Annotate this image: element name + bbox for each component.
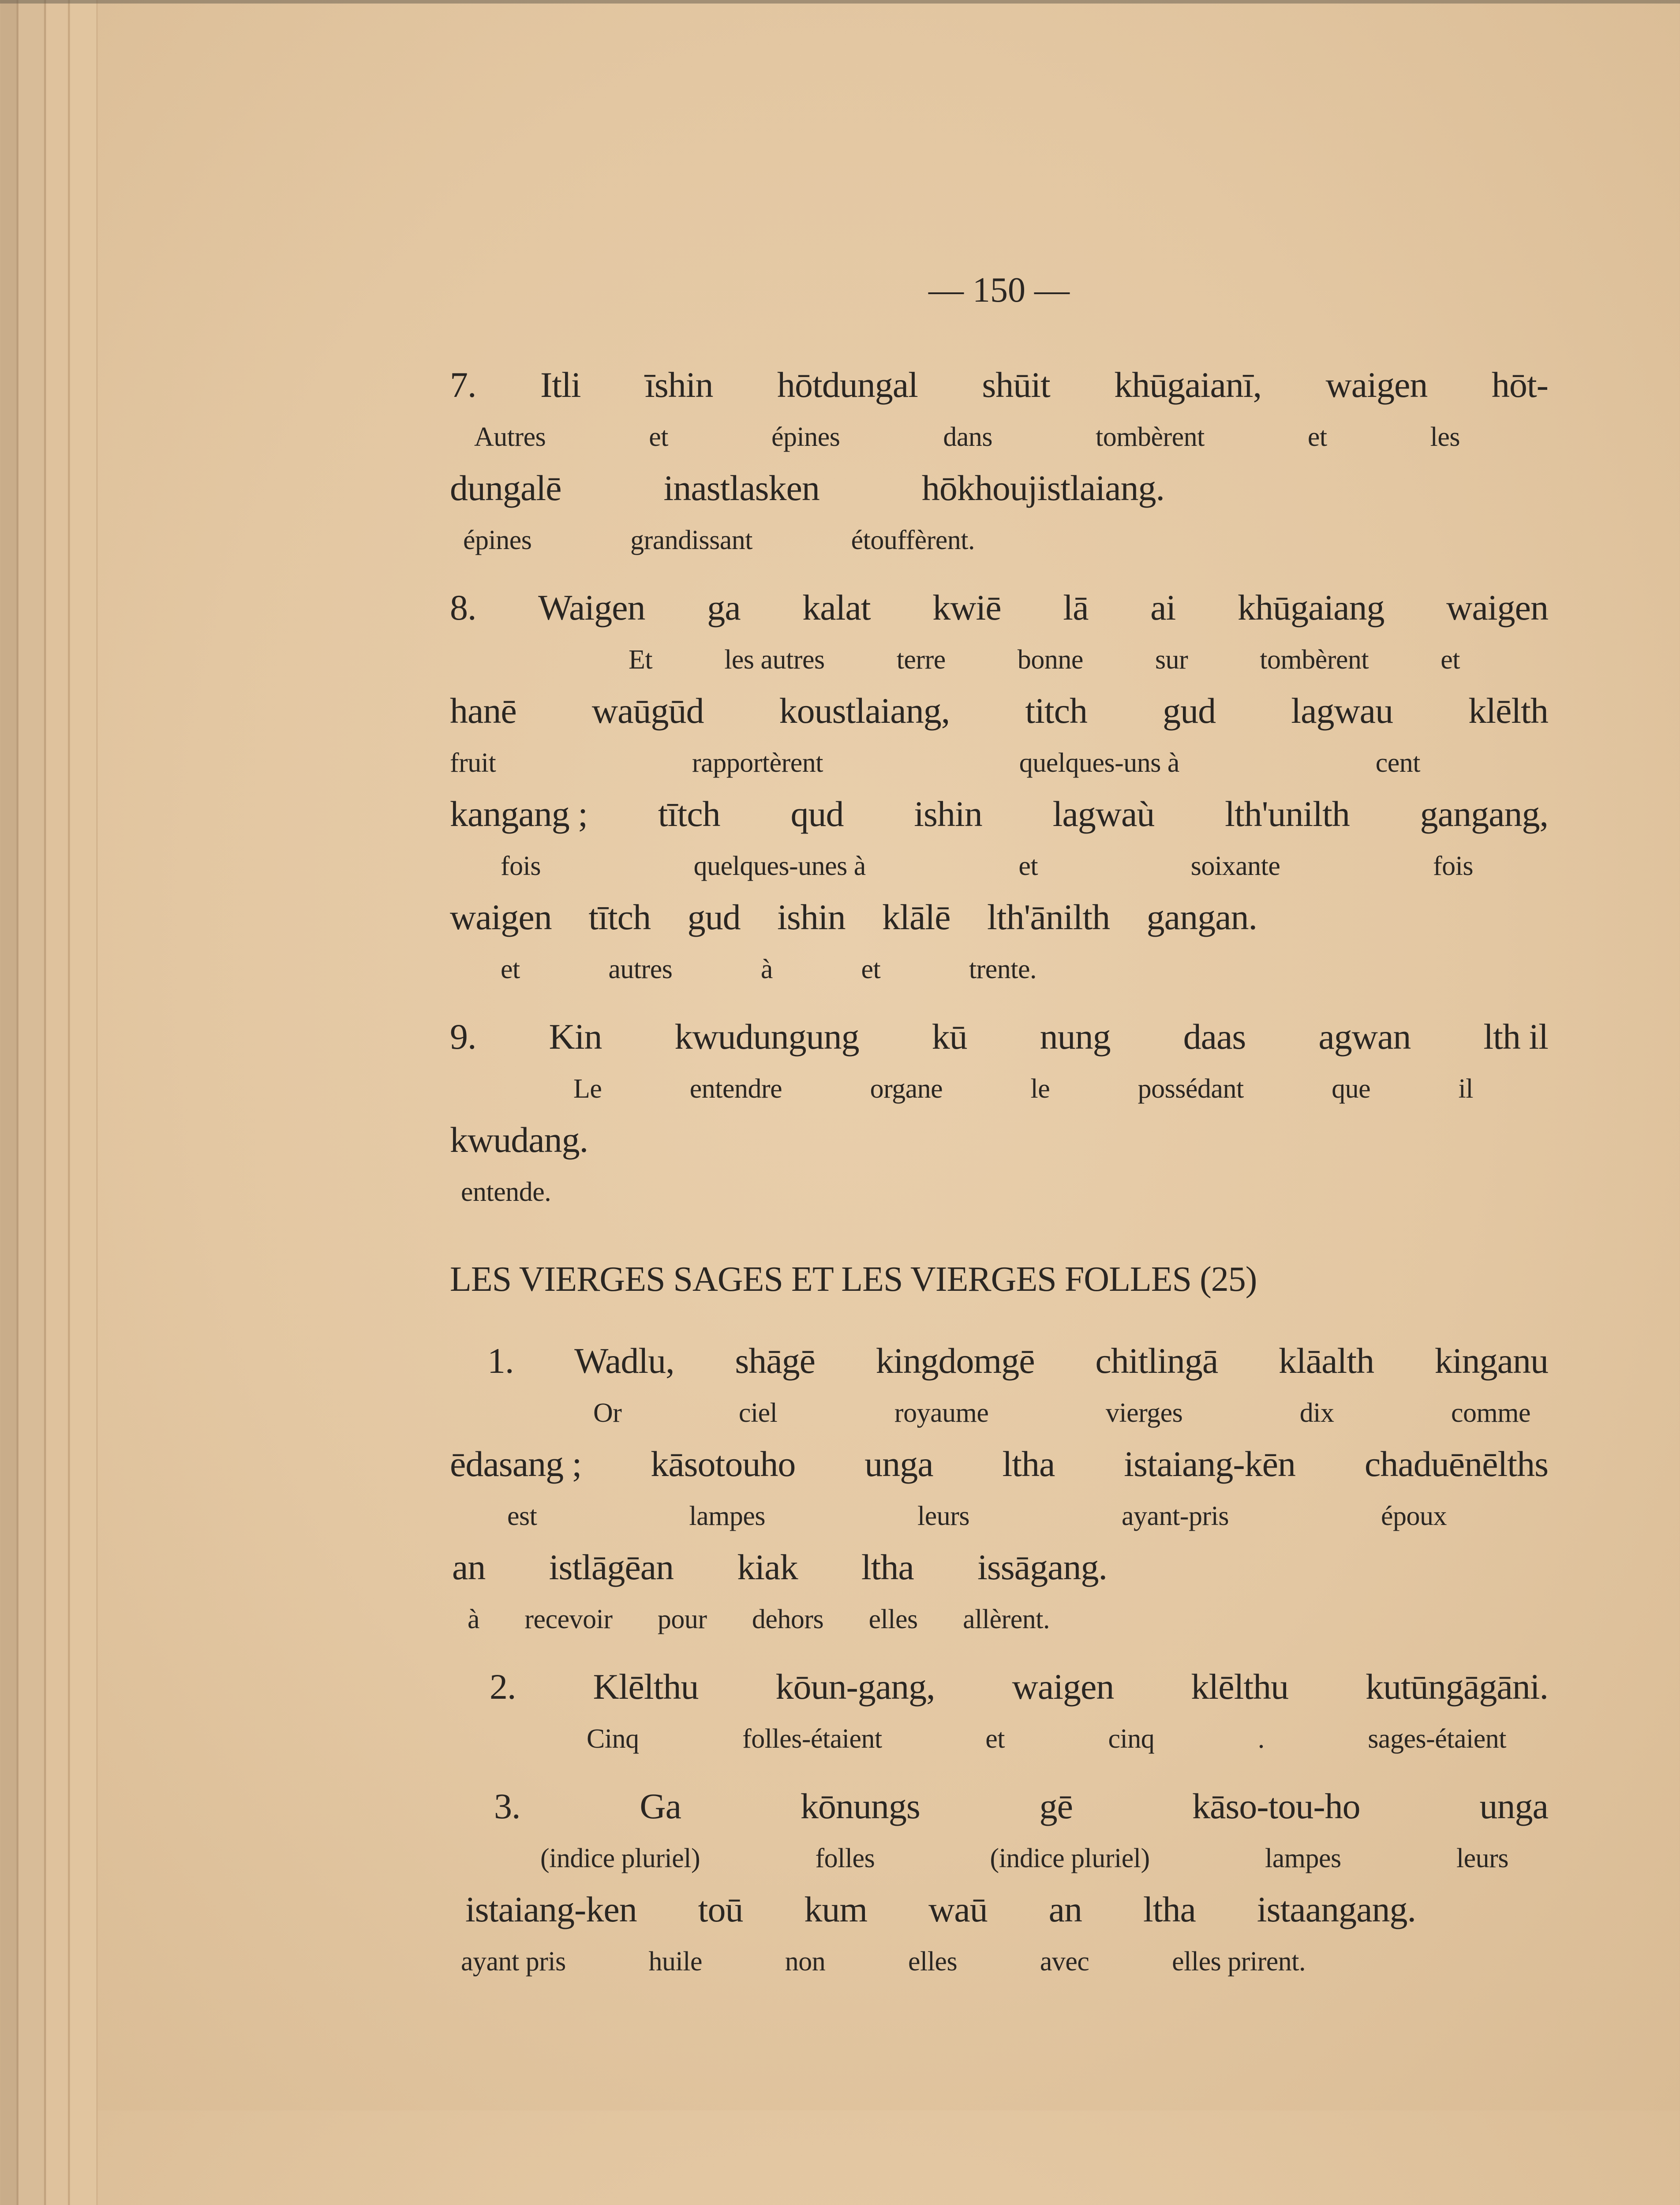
section-verse-1-line-1 (450, 1339, 1548, 1383)
haida-word: ltha (861, 1547, 914, 1587)
haida-word: īshin (645, 365, 713, 405)
gloss-word: les (1430, 422, 1460, 452)
page-number: — 150 — (928, 271, 1070, 310)
gloss-word: entendre (689, 1074, 782, 1104)
gloss-word: bonne (1017, 645, 1083, 675)
haida-word: gud (1163, 691, 1216, 731)
haida-word: istaangang. (1257, 1889, 1416, 1929)
gloss-word: royaume (894, 1398, 989, 1428)
haida-word: kōnungs (800, 1786, 920, 1826)
haida-word: klālē (882, 897, 950, 937)
gloss-word: vierges (1105, 1398, 1183, 1428)
haida-word: klāalth (1278, 1341, 1374, 1381)
gloss-word: leurs (1456, 1843, 1508, 1873)
haida-word: waūgūd (591, 691, 704, 731)
haida-word: kū (932, 1017, 967, 1057)
gloss-word: sages-étaient (1368, 1724, 1506, 1754)
section-verse-3-line-1 (450, 1784, 1548, 1828)
haida-word: unga (864, 1444, 933, 1484)
verse-8-gloss-4 (450, 953, 1548, 986)
gloss-word: Le (573, 1074, 602, 1104)
verse-7-gloss-2 (450, 523, 1548, 557)
haida-word: waigen (1446, 587, 1548, 628)
gloss-word: est (507, 1501, 537, 1531)
section-verse-1-gloss-3 (450, 1603, 1548, 1636)
gloss-word: fruit (450, 748, 496, 778)
haida-word: waū (928, 1889, 988, 1929)
verse-7-line-2 (450, 466, 1548, 510)
haida-word: nung (1040, 1017, 1111, 1057)
gloss-word: et (861, 954, 881, 984)
gloss-word: avec (1040, 1947, 1089, 1977)
haida-word: agwan (1318, 1017, 1411, 1057)
haida-word: kingdomgē (876, 1341, 1035, 1381)
gloss-word: terre (896, 645, 946, 675)
gloss-word: folles-étaient (742, 1724, 882, 1754)
haida-word: Waigen (538, 587, 645, 628)
gloss-word: trente. (969, 954, 1036, 984)
haida-word: istaiang-kēn (1124, 1444, 1296, 1484)
haida-word: waigen (1325, 365, 1428, 405)
gloss-word: elles (868, 1604, 918, 1634)
section-verse-3-gloss-1 (450, 1842, 1548, 1875)
haida-word: gē (1039, 1786, 1073, 1826)
haida-word: lā (1063, 587, 1089, 628)
haida-word: lth'ānilth (987, 897, 1110, 937)
gloss-word: grandissant (630, 525, 752, 555)
gloss-word: épines (463, 525, 532, 555)
haida-word: Kin (549, 1017, 602, 1057)
gloss-word: les autres (724, 645, 825, 675)
haida-word: unga (1479, 1786, 1548, 1826)
haida-word: ishin (777, 897, 846, 937)
gloss-word: (indice pluriel) (540, 1843, 700, 1873)
haida-word: daas (1183, 1017, 1246, 1057)
gloss-word: le (1030, 1074, 1050, 1104)
haida-word: ltha (1002, 1444, 1055, 1484)
gloss-word: que (1332, 1074, 1371, 1104)
haida-word: kum (804, 1889, 868, 1929)
gloss-word: fois (1433, 851, 1473, 881)
gloss-word: et (985, 1724, 1005, 1754)
section-verse-2-line-1 (450, 1665, 1548, 1709)
haida-word: chitlingā (1095, 1341, 1218, 1381)
haida-word: kōun-gang, (775, 1667, 935, 1707)
haida-word: qud (790, 794, 844, 834)
haida-word: ēdasang ; (450, 1444, 582, 1484)
gloss-word: tombèrent (1260, 645, 1369, 675)
haida-word: shūit (982, 365, 1050, 405)
gloss-word: recevoir (524, 1604, 613, 1634)
haida-word: waigen (450, 897, 552, 937)
verse-number: 3. (494, 1786, 520, 1826)
gloss-word: rapportèrent (692, 748, 823, 778)
gloss-word: épines (771, 422, 840, 452)
haida-word: titch (1025, 691, 1088, 731)
haida-word: istlāgēan (549, 1547, 674, 1587)
gloss-word: à (468, 1604, 480, 1634)
verse-8-line-4 (450, 895, 1548, 939)
haida-word: gud (687, 897, 741, 937)
gloss-word: il (1458, 1074, 1473, 1104)
verse-8-gloss-1 (450, 643, 1548, 676)
haida-word: lth il (1483, 1017, 1548, 1057)
haida-word: ai (1150, 587, 1176, 628)
verse-9-gloss-2 (450, 1175, 1548, 1209)
haida-word: Klēlthu (593, 1667, 699, 1707)
gloss-word: leurs (917, 1501, 970, 1531)
gloss-word: Cinq (587, 1724, 639, 1754)
verse-number: 9. (450, 1017, 476, 1057)
gloss-word: étouffèrent. (851, 525, 975, 555)
gloss-word: cinq (1108, 1724, 1155, 1754)
gloss-word: soixante (1190, 851, 1280, 881)
haida-word: hanē (450, 691, 516, 731)
gloss-word: et (1018, 851, 1038, 881)
gloss-word: ayant pris (461, 1947, 566, 1977)
verse-9-line-1 (450, 1015, 1548, 1059)
gloss-word: quelques-uns à (1019, 748, 1179, 778)
haida-word: hōkhoujistlaiang. (921, 468, 1164, 508)
verse-8-gloss-3 (450, 849, 1548, 883)
haida-word: kinganu (1434, 1341, 1548, 1381)
gloss-word: non (785, 1947, 826, 1977)
haida-word: shāgē (735, 1341, 816, 1381)
haida-word: Wadlu, (574, 1341, 674, 1381)
section-title (450, 1257, 1548, 1301)
haida-word: ltha (1143, 1889, 1196, 1929)
haida-word: gangan. (1146, 897, 1257, 937)
text-block (450, 268, 1548, 1978)
gloss-word: et (1307, 422, 1327, 452)
section-verse-1-gloss-2 (450, 1499, 1548, 1533)
gloss-word: entende. (461, 1177, 551, 1207)
gloss-word: époux (1381, 1501, 1447, 1531)
gloss-word: folles (815, 1843, 875, 1873)
section-verse-3-gloss-2 (450, 1945, 1548, 1978)
gloss-word: possédant (1137, 1074, 1244, 1104)
section-verse-1-line-2 (450, 1442, 1548, 1486)
haida-word: waigen (1012, 1667, 1114, 1707)
haida-word: an (1048, 1889, 1082, 1929)
haida-word: kāso-tou-ho (1192, 1786, 1360, 1826)
verse-number: 7. (450, 365, 476, 405)
gloss-word: cent (1375, 748, 1420, 778)
haida-word: kwudungung (674, 1017, 859, 1057)
section-verse-1-gloss-1 (450, 1396, 1548, 1430)
haida-word: lagwau (1291, 691, 1393, 731)
gloss-word: lampes (689, 1501, 765, 1531)
verse-number: 8. (450, 587, 476, 628)
haida-word: tītch (658, 794, 720, 834)
gloss-word: Et (629, 645, 653, 675)
haida-word: lagwaù (1052, 794, 1155, 834)
haida-word: istaiang-ken (465, 1889, 637, 1929)
gloss-word: dans (943, 422, 993, 452)
verse-8-gloss-2 (450, 746, 1548, 780)
gloss-word: et (501, 954, 520, 984)
haida-word: kalat (802, 587, 871, 628)
gloss-word: et (1441, 645, 1460, 675)
section-verse-3-line-2 (450, 1887, 1548, 1932)
gloss-word: à (760, 954, 773, 984)
haida-word: khūgaianī, (1114, 365, 1262, 405)
gloss-word: organe (870, 1074, 943, 1104)
haida-word: ishin (914, 794, 982, 834)
haida-word: khūgaiang (1237, 587, 1384, 628)
haida-word: hōtdungal (777, 365, 918, 405)
haida-word: inastlasken (663, 468, 819, 508)
section-verse-2-gloss-1 (450, 1722, 1548, 1756)
haida-word: lth'unilth (1225, 794, 1350, 834)
haida-word: Itli (540, 365, 581, 405)
gloss-word: pour (657, 1604, 707, 1634)
gloss-word: quelques-unes à (693, 851, 866, 881)
verse-7-gloss-1 (450, 420, 1548, 454)
gloss-word: ayant-pris (1122, 1501, 1229, 1531)
gloss-word: fois (501, 851, 541, 881)
haida-word: dungalē (450, 468, 561, 508)
haida-word: issāgang. (977, 1547, 1107, 1587)
haida-word: Ga (640, 1786, 681, 1826)
verse-8-line-2 (450, 689, 1548, 733)
gloss-word: allèrent. (963, 1604, 1050, 1634)
haida-word: kangang ; (450, 794, 588, 834)
haida-word: toū (698, 1889, 743, 1929)
gloss-word: Or (593, 1398, 622, 1428)
verse-7-line-1 (450, 363, 1548, 407)
gloss-word: . (1257, 1724, 1265, 1754)
haida-word: ga (707, 587, 741, 628)
verse-8-line-3 (450, 792, 1548, 836)
gloss-word: comme (1451, 1398, 1530, 1428)
haida-word: gangang, (1420, 794, 1548, 834)
haida-word: koustlaiang, (779, 691, 950, 731)
gloss-word: dehors (752, 1604, 824, 1634)
section-title-text: LES VIERGES SAGES ET LES VIERGES FOLLES (25) (450, 1260, 1257, 1299)
verse-number: 1. (487, 1341, 514, 1381)
gloss-word: et (649, 422, 669, 452)
gloss-word: elles prirent. (1172, 1947, 1306, 1977)
haida-word: hōt- (1491, 365, 1548, 405)
gloss-word: tombèrent (1096, 422, 1205, 452)
haida-word: klēlth (1468, 691, 1548, 731)
gloss-word: dix (1299, 1398, 1334, 1428)
haida-word: kwiē (932, 587, 1001, 628)
section-verse-1-line-3 (450, 1545, 1548, 1589)
verse-number: 2. (490, 1667, 516, 1707)
gloss-word: ciel (738, 1398, 778, 1428)
haida-word: an (452, 1547, 486, 1587)
haida-word: kutūngāgāni. (1366, 1667, 1548, 1707)
gloss-word: sur (1155, 645, 1188, 675)
gloss-word: elles (908, 1947, 958, 1977)
verse-8-line-1 (450, 586, 1548, 630)
haida-word: tītch (588, 897, 651, 937)
gloss-word: lampes (1265, 1843, 1341, 1873)
haida-word: kwudang. (450, 1120, 588, 1160)
haida-word: kāsotouho (651, 1444, 796, 1484)
haida-word: klēlthu (1191, 1667, 1289, 1707)
haida-word: kiak (737, 1547, 798, 1587)
verse-9-gloss-1 (450, 1072, 1548, 1106)
gloss-word: autres (608, 954, 673, 984)
verse-9-line-2 (450, 1118, 1548, 1162)
gloss-word: huile (648, 1947, 702, 1977)
haida-word: chaduēnēlths (1364, 1444, 1548, 1484)
gloss-word: Autres (474, 422, 546, 452)
gloss-word: (indice pluriel) (990, 1843, 1150, 1873)
